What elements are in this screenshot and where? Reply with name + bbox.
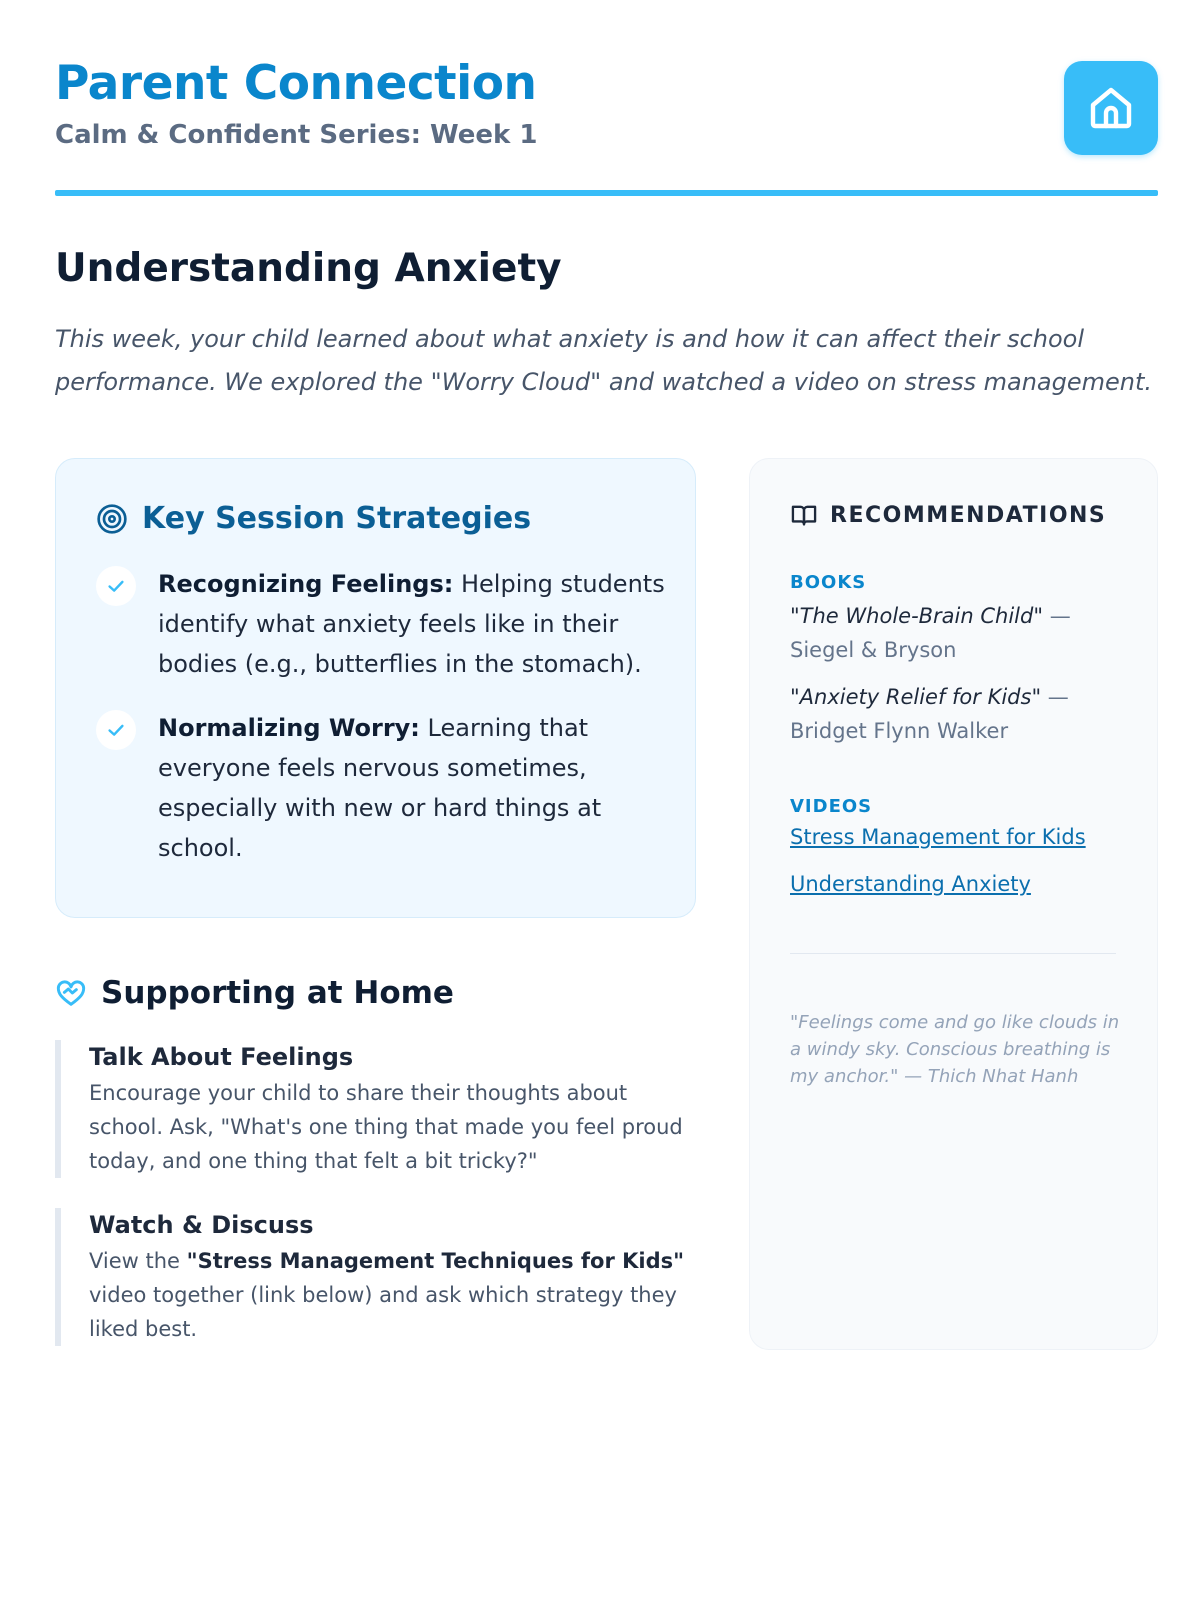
tip-body-post: video together (link below) and ask which strategy they liked best. — [89, 1283, 677, 1341]
strategy-description: Helping students identify what anxiety feels like in their bodies (e.g., butterflies in the stomach). — [158, 570, 665, 678]
tip-body: Encourage your child to share their thoughts about school. Ask, "What's one thing that made you feel proud today, and one thing that felt a bit tricky?" — [89, 1081, 683, 1173]
books-label: BOOKS — [790, 572, 867, 593]
quote: "Feelings come and go like clouds in a windy sky. Conscious breathing is my anchor." — Thich Nhat Hanh — [790, 1012, 1120, 1087]
strategy-text — [158, 564, 668, 684]
tip-title: Talk About Feelings — [89, 1043, 354, 1071]
page — [55, 0, 1158, 1600]
video-link[interactable]: Stress Management for Kids — [790, 825, 1086, 849]
strategies-title: Key Session Strategies — [142, 501, 532, 536]
intro-paragraph: This week, your child learned about what anxiety is and how it can affect their school performance. We explored the "Worry Cloud" and watched a video on stress management. — [55, 325, 1153, 396]
tip-card — [55, 1208, 696, 1346]
tip-card — [55, 1040, 696, 1178]
recommendations-header — [790, 501, 1106, 529]
check-icon — [96, 710, 136, 750]
header-divider — [55, 190, 1158, 196]
recommendations-title: RECOMMENDATIONS — [830, 502, 1107, 528]
book-author: — Siegel & Bryson — [790, 604, 1071, 662]
tip-title: Watch & Discuss — [89, 1211, 314, 1239]
strategy-label: Normalizing Worry: — [158, 714, 420, 742]
book-author: — Bridget Flynn Walker — [790, 685, 1069, 743]
strategy-label: Recognizing Feelings: — [158, 570, 454, 598]
heart-icon — [55, 977, 87, 1009]
home-support-header — [55, 975, 454, 1011]
video-link[interactable]: Understanding Anxiety — [790, 872, 1031, 896]
book-item — [790, 680, 1130, 748]
tip-video-name: "Stress Management Techniques for Kids" — [186, 1249, 685, 1273]
videos-label: VIDEOS — [790, 796, 873, 817]
tip-body-pre: View the — [89, 1249, 187, 1273]
strategies-header — [96, 501, 531, 536]
book-title: "Anxiety Relief for Kids" — [790, 685, 1042, 709]
section-title — [55, 247, 562, 292]
tip-body — [89, 1244, 696, 1346]
target-icon — [96, 503, 128, 535]
book-icon — [790, 501, 818, 529]
section-title-text: Understanding Anxiety — [55, 246, 562, 291]
home-icon — [1087, 84, 1135, 132]
book-item — [790, 599, 1130, 667]
check-icon — [96, 566, 136, 606]
strategy-description: Learning that everyone feels nervous sometimes, especially with new or hard things at school. — [158, 714, 602, 862]
page-subtitle: Calm & Confident Series: Week 1 — [55, 120, 538, 150]
recommendations-panel — [749, 458, 1158, 1350]
page-title: Parent Connection — [55, 56, 537, 111]
home-button[interactable] — [1064, 61, 1158, 155]
divider — [790, 953, 1116, 954]
header — [55, 50, 1158, 195]
book-title: "The Whole-Brain Child" — [790, 604, 1044, 628]
strategy-text — [158, 708, 668, 868]
strategies-card — [55, 458, 696, 918]
home-support-title: Supporting at Home — [101, 975, 454, 1011]
